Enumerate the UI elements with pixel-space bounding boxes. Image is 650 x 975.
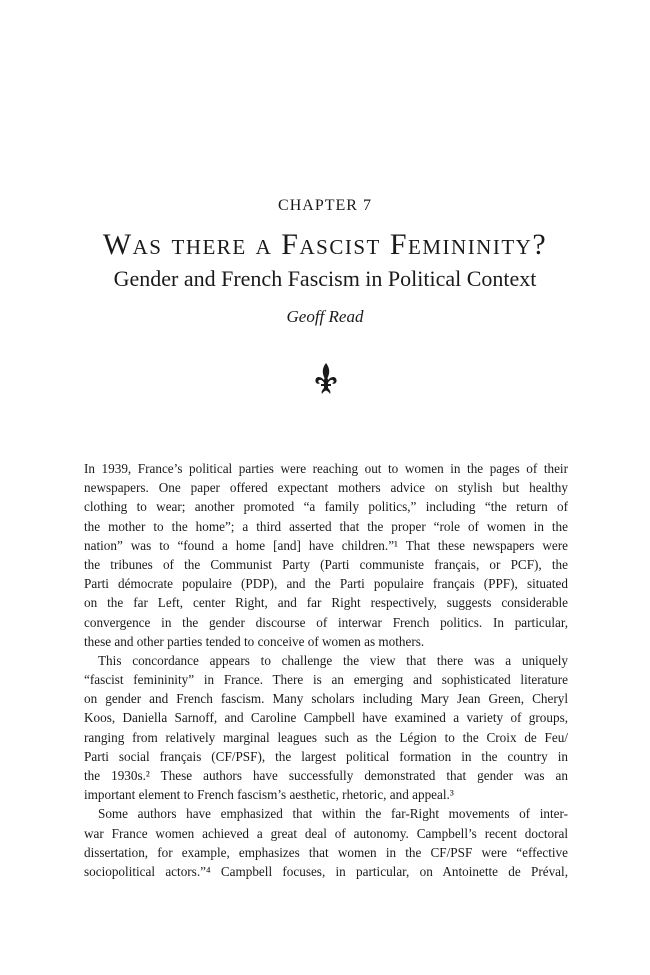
- paragraph-line: Parti social français (CF/PSF), the largest political formation in the country in: [84, 748, 568, 764]
- paragraph-line: convergence in the gender discourse of interwar French politics. In particular,: [84, 614, 568, 630]
- fleur-de-lis-icon: [313, 362, 339, 396]
- paragraph-line: the 1930s.² These authors have successfully demonstrated that gender was an: [84, 768, 568, 783]
- paragraph-line: important element to French fascism’s aesthetic, rhetoric, and appeal.³: [84, 787, 454, 803]
- chapter-subtitle: Gender and French Fascism in Political Context: [113, 266, 537, 291]
- chapter-label: CHAPTER 7: [278, 197, 372, 214]
- paragraph-line: ranging from relatively marginal leagues such as the Légion to the Croix de Feu/: [84, 729, 568, 745]
- paragraph-line: these and other parties tended to conceive of women as mothers.: [84, 633, 425, 649]
- author-name: Geoff Read: [286, 307, 364, 326]
- chapter-title: Was there a Fascist Femininity?: [102, 228, 548, 261]
- paragraph-line: newspapers. One paper offered expectant mothers advice on stylish but healthy: [84, 480, 568, 496]
- paragraph-line: on gender and French fascism. Many scholars including Mary Jean Green, Cheryl: [84, 691, 568, 707]
- paragraph-line: clothing to wear; another promoted “a family politics,” including “the return of: [84, 499, 568, 515]
- paragraph-line: Koos, Daniella Sarnoff, and Caroline Campbell have examined a variety of groups,: [84, 710, 568, 726]
- paragraph-line: the mother to the home”; a third asserted that the proper “role of women in the: [84, 518, 568, 534]
- body-text: [84, 459, 568, 881]
- paragraph-line: the tribunes of the Communist Party (Parti communiste français, or PCF), the: [84, 556, 568, 572]
- paragraph-line: This concordance appears to challenge the view that there was a uniquely: [98, 652, 568, 668]
- paragraph-line: on the far Left, center Right, and far Right respectively, suggests considerable: [84, 595, 568, 611]
- paragraph-line: nation” was to “found a home [and] have children.”¹ That these newspapers were: [84, 537, 568, 553]
- paragraph-line: In 1939, France’s political parties were reaching out to women in the pages of their: [84, 461, 568, 476]
- paragraph-line: sociopolitical actors.”⁴ Campbell focuses, in particular, on Antoinette de Préval,: [84, 863, 568, 879]
- paragraph-line: Parti démocrate populaire (PDP), and the Parti populaire français (PPF), situated: [84, 576, 568, 592]
- paragraph-line: Some authors have emphasized that within the far-Right movements of inter-: [98, 806, 568, 822]
- paragraph-line: “fascist femininity” in France. There is an emerging and sophisticated literature: [84, 672, 568, 688]
- paragraph-line: dissertation, for example, emphasizes that women in the CF/PSF were “effective: [84, 844, 568, 860]
- paragraph-line: war France women achieved a great deal of autonomy. Campbell’s recent doctoral: [84, 825, 568, 841]
